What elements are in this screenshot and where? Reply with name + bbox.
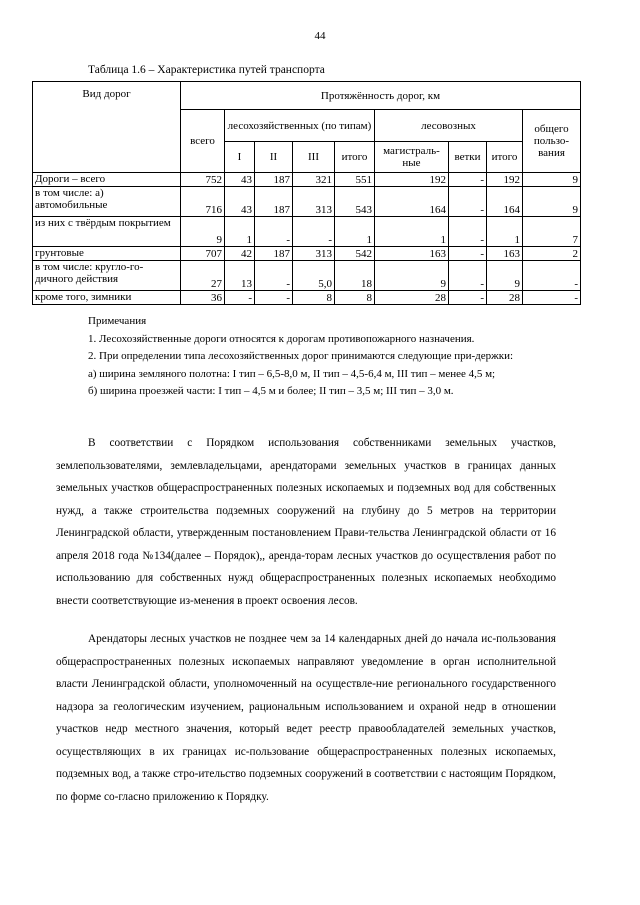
note-b: б) ширина проезжей части: I тип – 4,5 м и более; II тип – 3,5 м; III тип – 3,0 м. <box>88 385 454 397</box>
roads-table <box>32 81 581 305</box>
cell-value: - <box>449 187 487 217</box>
note-1: 1. Лесохозяйственные дороги относятся к дорогам противопожарного назначения. <box>88 332 475 345</box>
paragraph-2 <box>56 628 556 808</box>
cell-value: 27 <box>181 261 225 291</box>
page-number: 44 <box>314 30 326 42</box>
header-logging-sum: итого <box>487 142 523 173</box>
cell-value: 163 <box>375 247 449 261</box>
cell-value: 13 <box>225 261 255 291</box>
cell-value: 1 <box>375 217 449 247</box>
cell-value: 313 <box>293 187 335 217</box>
cell-value: - <box>523 291 581 305</box>
header-forestry: лесохозяйственных (по типам) <box>225 110 375 142</box>
cell-value: - <box>449 261 487 291</box>
note-a: а) ширина земляного полотна: I тип – 6,5-8,0 м, II тип – 4,5-6,4 м, III тип – менее 4,5 м; <box>88 367 496 380</box>
cell-value: 28 <box>487 291 523 305</box>
table-row <box>33 291 581 305</box>
cell-value: 5,0 <box>293 261 335 291</box>
row-label: в том числе: а) автомобильные <box>33 187 181 217</box>
cell-value: 42 <box>225 247 255 261</box>
cell-value: 313 <box>293 247 335 261</box>
table-row <box>33 173 581 187</box>
cell-value: 164 <box>487 187 523 217</box>
row-label: в том числе: кругло-го-дичного действия <box>33 261 181 291</box>
cell-value: 1 <box>335 217 375 247</box>
cell-value: 164 <box>375 187 449 217</box>
cell-value: 187 <box>255 173 293 187</box>
header-branches: ветки <box>449 142 487 173</box>
cell-value: 9 <box>487 261 523 291</box>
header-type-3: III <box>293 142 335 173</box>
header-length: Протяжённость дорог, км <box>181 82 581 110</box>
table-row <box>33 187 581 217</box>
header-forestry-sum: итого <box>335 142 375 173</box>
note-2: 2. При определении типа лесохозяйственных дорог принимаются следующие при-держки: <box>88 350 514 362</box>
header-type-2: II <box>255 142 293 173</box>
cell-value: 707 <box>181 247 225 261</box>
cell-value: - <box>449 217 487 247</box>
row-label: из них с твёрдым покрытием <box>33 217 181 247</box>
table-row <box>33 247 581 261</box>
cell-value: - <box>449 173 487 187</box>
cell-value: 163 <box>487 247 523 261</box>
cell-value: 321 <box>293 173 335 187</box>
cell-value: 9 <box>375 261 449 291</box>
cell-value: - <box>293 217 335 247</box>
paragraph-2-text: Арендаторы лесных участков не позднее чем за 14 календарных дней до начала ис-пользования общераспространенных полезных ископаемых направляют уведомление в орган исполнительной власти Ленинградской области, уполномоченный на осуществле-ние регионального государственного надзора за геологическим изучением, рациональным использованием и охраной недр в отношении участков недр местного значения, который ведет реестр правообладателей земельных участков, осуществляющих в их границах ис-пользование общераспространенных полезных ископаемых, подземных вод, а также стро-ительство подземных сооружений в соответствии с настоящим Порядком, по форме со-гласно приложению к Порядку. <box>56 633 556 803</box>
table-caption: Таблица 1.6 – Характеристика путей транспорта <box>88 64 325 76</box>
cell-value: - <box>449 291 487 305</box>
cell-value: 551 <box>335 173 375 187</box>
cell-value: 543 <box>335 187 375 217</box>
cell-value: 43 <box>225 173 255 187</box>
paragraph-1-text: В соответствии с Порядком использования собственниками земельных участков, землепользователями, землевладельцами, арендаторами земельных участков в границах данных земельных участков общераспространенных полезных ископаемых и подземных вод для собственных нужд, а также строительства подземных сооружений на глубину до 5 метров на территории Ленинградской области, утвержденным постановлением Прави-тельства Ленинградской области от 16 апреля 2018 года №134(далее – Порядок),, аренда-торам лесных участков до осуществления работ по использованию для собственных нужд общераспространенных полезных ископаемых необходимо внести соответствующие из-менения в проект освоения лесов. <box>56 437 556 607</box>
cell-value: 9 <box>523 173 581 187</box>
cell-value: 542 <box>335 247 375 261</box>
cell-value: 752 <box>181 173 225 187</box>
cell-value: - <box>255 261 293 291</box>
header-logging: лесовозных <box>375 110 523 142</box>
header-total: всего <box>181 110 225 173</box>
cell-value: 187 <box>255 247 293 261</box>
cell-value: 18 <box>335 261 375 291</box>
cell-value: 187 <box>255 187 293 217</box>
cell-value: 8 <box>293 291 335 305</box>
header-road-type: Вид дорог <box>33 82 181 173</box>
cell-value: 7 <box>523 217 581 247</box>
cell-value: 28 <box>375 291 449 305</box>
table-row <box>33 217 581 247</box>
header-type-1: I <box>225 142 255 173</box>
cell-value: 2 <box>523 247 581 261</box>
paragraph-1 <box>56 432 556 612</box>
cell-value: - <box>523 261 581 291</box>
cell-value: 8 <box>335 291 375 305</box>
cell-value: 9 <box>523 187 581 217</box>
row-label: Дороги – всего <box>33 173 181 187</box>
cell-value: 1 <box>487 217 523 247</box>
header-main: магистраль-ные <box>375 142 449 173</box>
cell-value: 1 <box>225 217 255 247</box>
table-notes <box>32 313 580 401</box>
cell-value: - <box>255 291 293 305</box>
table-row <box>33 261 581 291</box>
cell-value: 192 <box>375 173 449 187</box>
cell-value: 192 <box>487 173 523 187</box>
cell-value: 36 <box>181 291 225 305</box>
cell-value: 9 <box>181 217 225 247</box>
notes-title: Примечания <box>88 315 147 327</box>
row-label: кроме того, зимники <box>33 291 181 305</box>
cell-value: 43 <box>225 187 255 217</box>
cell-value: - <box>225 291 255 305</box>
cell-value: - <box>449 247 487 261</box>
cell-value: 716 <box>181 187 225 217</box>
header-common: общего пользо-вания <box>523 110 581 173</box>
cell-value: - <box>255 217 293 247</box>
row-label: грунтовые <box>33 247 181 261</box>
